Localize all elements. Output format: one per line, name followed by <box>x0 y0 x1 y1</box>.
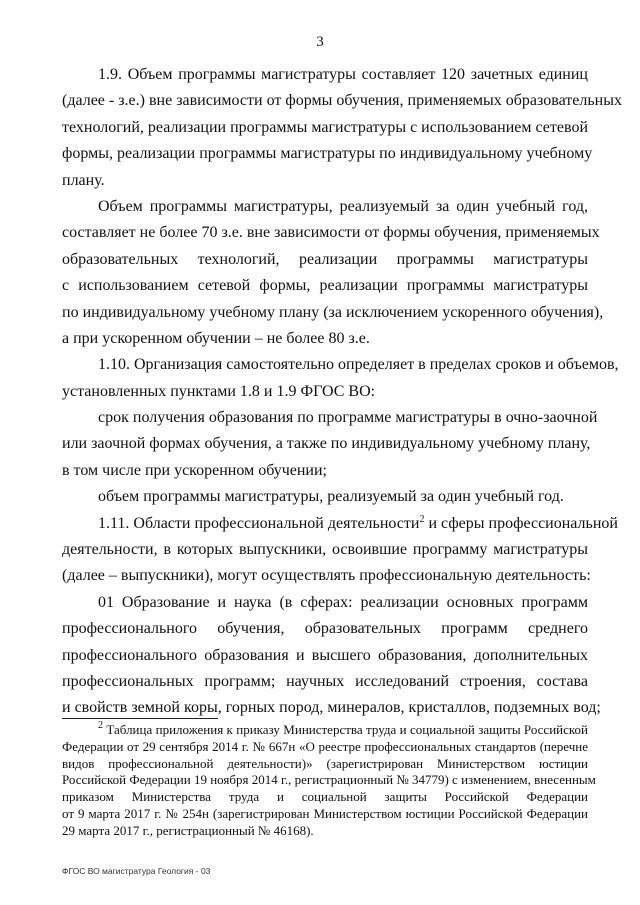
text-line: деятельности, в которых выпускники, освоившие программу магистратуры <box>62 541 588 559</box>
text-line: по индивидуальному учебному плану (за исключением ускоренного обучения), <box>62 303 604 321</box>
text-line: составляет не более 70 з.е. вне зависимости от формы обучения, применяемых <box>62 224 600 242</box>
text-line: профессионального образования и высшего образования, дополнительных <box>62 646 588 664</box>
footnote-line: 29 марта 2017 г., регистрационный № 46168). <box>62 822 314 838</box>
footnote-line: от 9 марта 2017 г. № 254н (зарегистрирован Министерством юстиции Российской Федерации <box>62 805 588 821</box>
text-line: профессионального обучения, образовательных программ среднего <box>62 620 588 638</box>
text-line: а при ускоренном обучении – не более 80 з.е. <box>62 329 370 347</box>
text-line: 1.9. Объем программы магистратуры составляет 120 зачетных единиц <box>98 66 588 83</box>
footnote-text: Таблица приложения к приказу Министерства труда и социальной защиты Российской <box>106 722 589 737</box>
text-line: Объем программы магистратуры, реализуемый за один учебный год, <box>98 197 588 215</box>
page-number: 3 <box>316 34 324 50</box>
text-line: объем программы магистратуры, реализуемый за один учебный год. <box>98 488 564 506</box>
text-line: или заочной формах обучения, а также по индивидуальному учебному плану, <box>62 435 591 453</box>
text-line: с использованием сетевой формы, реализации программы магистратуры <box>62 277 588 295</box>
footnote-marker: 2 <box>419 513 425 525</box>
text-line-part: 1.11. Области профессиональной деятельности <box>98 514 420 532</box>
text-line: технологий, реализации программы магистратуры с использованием сетевой <box>62 118 588 136</box>
footnote-line: приказом Министерства труда и социальной защиты Российской Федерации <box>62 789 588 805</box>
text-line: 01 Образование и наука (в сферах: реализации основных программ <box>98 593 588 611</box>
text-line: образовательных технологий, реализации программы магистратуры <box>62 250 588 268</box>
text-line: (далее - з.е.) вне зависимости от формы обучения, применяемых образовательных <box>62 92 622 110</box>
text-line <box>62 511 618 537</box>
text-line: установленных пунктами 1.8 и 1.9 ФГОС ВО: <box>62 382 376 400</box>
text-line-part: и сферы профессиональной <box>424 514 618 532</box>
footnote-line: Федерации от 29 сентября 2014 г. № 667н «О реестре профессиональных стандартов (перечне <box>62 738 588 754</box>
document-footer: ФГОС ВО магистратура Геология - 03 <box>62 866 211 876</box>
text-line: плану. <box>62 171 105 189</box>
footnote-separator <box>62 718 218 719</box>
document-body <box>62 62 622 722</box>
footnote-line: Российской Федерации 19 ноября 2014 г., регистрационный № 34779) с изменением, внесенным <box>62 772 596 788</box>
text-line: в том числе при ускоренном обучении; <box>62 461 327 479</box>
text-line: и свойств земной коры, горных пород, минералов, кристаллов, подземных вод; <box>62 699 601 717</box>
text-line: профессиональных программ; научных исследований строения, состава <box>62 672 588 690</box>
footnote <box>62 720 596 840</box>
text-line: формы, реализации программы магистратуры по индивидуальному учебному <box>62 145 593 163</box>
footnote-line: видов профессиональной деятельности)» (зарегистрирован Министерством юстиции <box>62 755 588 771</box>
footnote-number: 2 <box>98 720 103 731</box>
text-line: 1.10. Организация самостоятельно определяет в пределах сроков и объемов, <box>98 356 619 374</box>
footnote-line <box>62 722 588 739</box>
text-line: (далее – выпускники), могут осуществлять профессиональную деятельность: <box>62 567 591 585</box>
text-line: срок получения образования по программе магистратуры в очно-заочной <box>98 409 598 427</box>
